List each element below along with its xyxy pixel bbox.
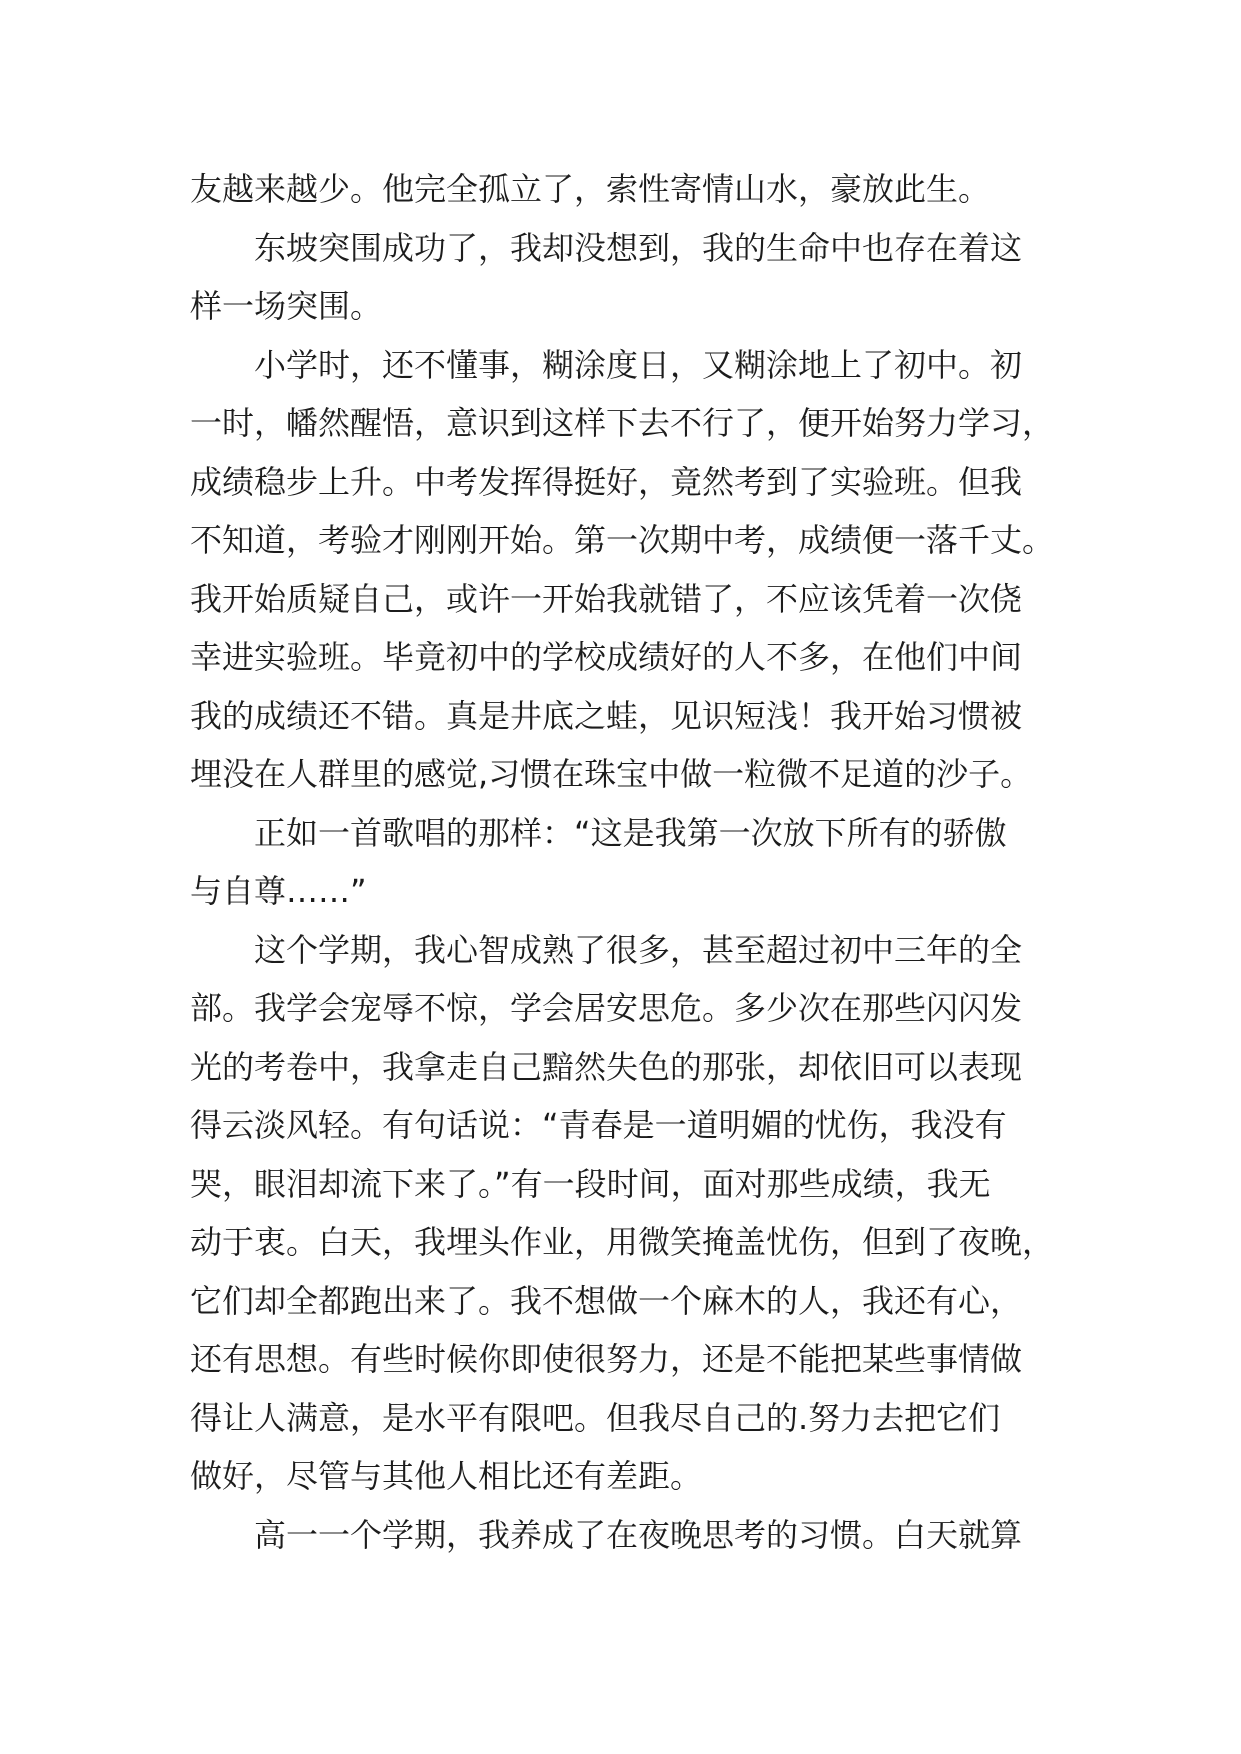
- text-line: 样一场突围。: [190, 287, 383, 325]
- text-line: 我开始质疑自己，或许一开始我就错了，不应该凭着一次侥: [190, 579, 1023, 618]
- text-line: 做好，尽管与其他人相比还有差距。: [190, 1457, 703, 1495]
- text-line: 小学时，还不懂事，糊涂度日，又糊涂地上了初中。初: [254, 345, 1023, 384]
- text-line: 高一一个学期，我养成了在夜晚思考的习惯。白天就算: [254, 1515, 1023, 1554]
- text-line: 光的考卷中，我拿走自己黯然失色的那张，却依旧可以表现: [190, 1047, 1023, 1086]
- text-line: 部。我学会宠辱不惊，学会居安思危。多少次在那些闪闪发: [190, 989, 1023, 1027]
- text-line: 得让人满意，是水平有限吧。但我尽自己的.努力去把它们: [190, 1398, 1001, 1437]
- text-line: 我的成绩还不错。真是井底之蛙，见识短浅！我开始习惯被: [190, 696, 1023, 735]
- text-line: 与自尊……”: [190, 872, 367, 910]
- text-line: 东坡突围成功了，我却没想到，我的生命中也存在着这: [254, 228, 1023, 267]
- text-line: 幸进实验班。毕竟初中的学校成绩好的人不多，在他们中间: [190, 638, 1023, 676]
- text-line: 得云淡风轻。有句话说：“青春是一道明媚的忧伤，我没有: [190, 1106, 1007, 1144]
- text-line: 不知道，考验才刚刚开始。第一次期中考，成绩便一落千丈。: [190, 521, 1055, 559]
- document-body: [190, 160, 1060, 1564]
- text-line: 还有思想。有些时候你即使很努力，还是不能把某些事情做: [190, 1340, 1023, 1378]
- text-line: 正如一首歌唱的那样：“这是我第一次放下所有的骄傲: [254, 813, 1007, 852]
- text-line: 成绩稳步上升。中考发挥得挺好，竟然考到了实验班。但我: [190, 462, 1023, 501]
- text-line: 它们却全都跑出来了。我不想做一个麻木的人，我还有心，: [190, 1281, 1023, 1320]
- text-line: 友越来越少。他完全孤立了，索性寄情山水，豪放此生。: [190, 170, 991, 208]
- text-line: 埋没在人群里的感觉,习惯在珠宝中做一粒微不足道的沙子。: [190, 755, 1033, 793]
- text-line: 这个学期，我心智成熟了很多，甚至超过初中三年的全: [254, 930, 1023, 969]
- text-line: 一时，幡然醒悟，意识到这样下去不行了，便开始努力学习，: [190, 404, 1055, 442]
- text-line: 哭，眼泪却流下来了。”有一段时间，面对那些成绩，我无: [190, 1164, 991, 1203]
- text-line: 动于衷。白天，我埋头作业，用微笑掩盖忧伤，但到了夜晚，: [190, 1223, 1055, 1261]
